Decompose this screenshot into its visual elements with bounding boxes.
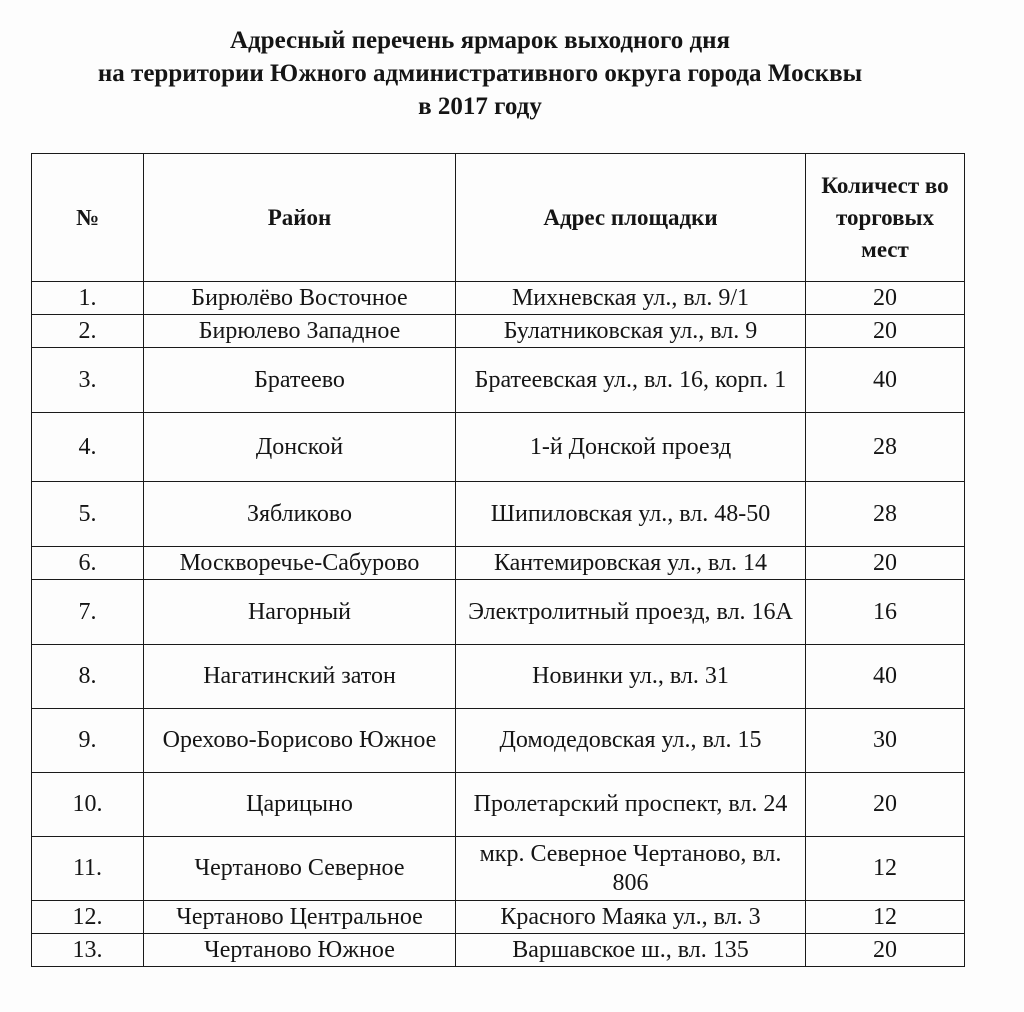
row-count: 20 [806, 547, 965, 580]
row-count: 28 [806, 482, 965, 547]
header-number: № [32, 154, 144, 282]
row-number: 13. [32, 934, 144, 967]
row-address: 1-й Донской проезд [456, 413, 806, 482]
row-address: мкр. Северное Чертаново, вл. 806 [456, 837, 806, 901]
row-count: 12 [806, 901, 965, 934]
title-line-2: на территории Южного административного округа города Москвы [97, 60, 863, 87]
row-address: Кантемировская ул., вл. 14 [456, 547, 806, 580]
header-count [806, 154, 965, 282]
row-count: 40 [806, 645, 965, 709]
row-district: Бирюлево Западное [144, 315, 456, 348]
header-district: Район [144, 154, 456, 282]
row-district: Нагорный [144, 580, 456, 645]
row-count: 20 [806, 773, 965, 837]
row-number: 3. [32, 348, 144, 413]
row-address: Шипиловская ул., вл. 48-50 [456, 482, 806, 547]
row-address: Новинки ул., вл. 31 [456, 645, 806, 709]
row-count: 40 [806, 348, 965, 413]
row-number: 10. [32, 773, 144, 837]
title-line-3: в 2017 году [418, 93, 542, 120]
table-row [32, 709, 965, 773]
row-district: Москворечье-Сабурово [144, 547, 456, 580]
row-count: 12 [806, 837, 965, 901]
row-count: 20 [806, 934, 965, 967]
row-address: Братеевская ул., вл. 16, корп. 1 [456, 348, 806, 413]
row-district: Нагатинский затон [144, 645, 456, 709]
row-number: 6. [32, 547, 144, 580]
header-count-text: Количест во торговых мест [821, 172, 949, 262]
table-row [32, 315, 965, 348]
table-row [32, 348, 965, 413]
row-count: 28 [806, 413, 965, 482]
table-header-row [32, 154, 965, 282]
row-district: Чертаново Центральное [144, 901, 456, 934]
row-count: 20 [806, 315, 965, 348]
table-row [32, 934, 965, 967]
row-district: Зябликово [144, 482, 456, 547]
row-address: Домодедовская ул., вл. 15 [456, 709, 806, 773]
row-count: 20 [806, 282, 965, 315]
row-number: 11. [32, 837, 144, 901]
row-district: Орехово-Борисово Южное [144, 709, 456, 773]
row-district: Донской [144, 413, 456, 482]
row-address: Варшавское ш., вл. 135 [456, 934, 806, 967]
row-address: Михневская ул., вл. 9/1 [456, 282, 806, 315]
table-row [32, 547, 965, 580]
row-address: Булатниковская ул., вл. 9 [456, 315, 806, 348]
fairs-table [31, 153, 965, 967]
row-address: Пролетарский проспект, вл. 24 [456, 773, 806, 837]
table-row [32, 773, 965, 837]
row-number: 2. [32, 315, 144, 348]
row-number: 4. [32, 413, 144, 482]
row-district: Бирюлёво Восточное [144, 282, 456, 315]
row-address: Электролитный проезд, вл. 16А [456, 580, 806, 645]
row-district: Чертаново Северное [144, 837, 456, 901]
row-number: 8. [32, 645, 144, 709]
row-number: 7. [32, 580, 144, 645]
row-number: 5. [32, 482, 144, 547]
header-address: Адрес площадки [456, 154, 806, 282]
table-row [32, 413, 965, 482]
row-number: 9. [32, 709, 144, 773]
table-row [32, 482, 965, 547]
row-count: 16 [806, 580, 965, 645]
table-row [32, 580, 965, 645]
table-row [32, 645, 965, 709]
table-row [32, 837, 965, 901]
row-district: Братеево [144, 348, 456, 413]
row-district: Царицыно [144, 773, 456, 837]
document-title [0, 24, 960, 123]
title-line-1: Адресный перечень ярмарок выходного дня [229, 27, 731, 54]
row-number: 1. [32, 282, 144, 315]
table-row [32, 282, 965, 315]
table-row [32, 901, 965, 934]
row-district: Чертаново Южное [144, 934, 456, 967]
row-number: 12. [32, 901, 144, 934]
row-address: Красного Маяка ул., вл. 3 [456, 901, 806, 934]
row-count: 30 [806, 709, 965, 773]
